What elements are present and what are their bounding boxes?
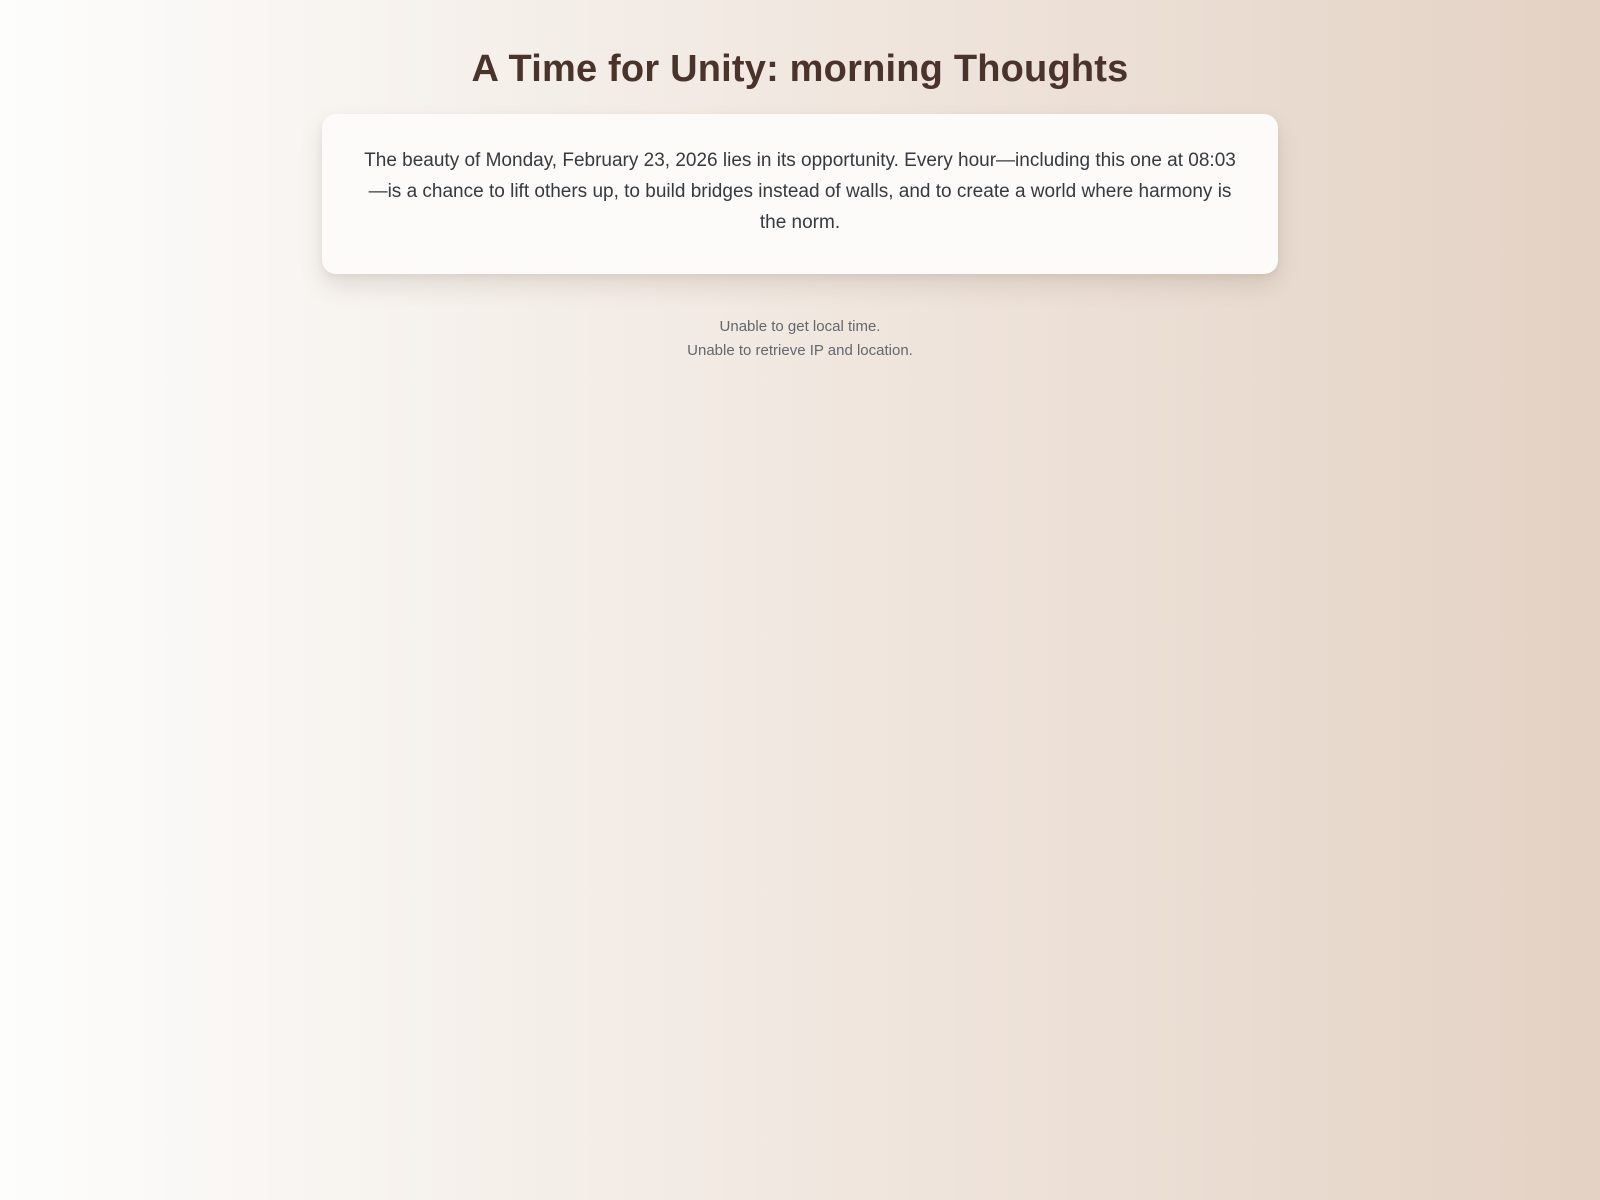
quote-text: The beauty of Monday, February 23, 2026 lies in its opportunity. Every hour—including this one at 08:03—is a chance to lift others up, to build bridges instead of walls, and to create a world where harmony is the norm. <box>364 150 1236 233</box>
page-root <box>0 0 1600 363</box>
status-local-time-error: Unable to get local time. <box>719 318 881 335</box>
page-title: A Time for Unity: morning Thoughts <box>471 48 1129 90</box>
status-location-error: Unable to retrieve IP and location. <box>687 342 913 359</box>
quote-card <box>322 114 1278 274</box>
status-block <box>0 315 1600 363</box>
